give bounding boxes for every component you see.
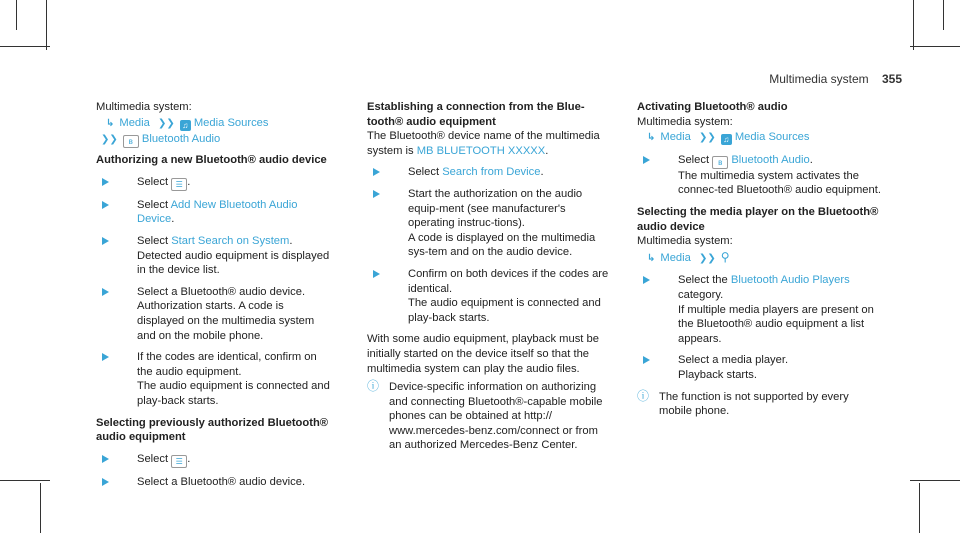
step bbox=[643, 273, 881, 346]
step-result: The multimedia system activates the connec-ted Bluetooth® audio equipment. bbox=[678, 169, 881, 197]
step bbox=[102, 234, 332, 278]
device-name: MB BLUETOOTH XXXXX bbox=[416, 144, 546, 157]
crop-mark bbox=[910, 46, 960, 47]
step-text: Start the authorization on the audio equip-ment (see manufacturer's operating instruc-tions). bbox=[408, 187, 583, 230]
crop-mark bbox=[913, 0, 914, 50]
path-media: Media bbox=[119, 116, 150, 129]
column-3 bbox=[637, 100, 881, 423]
step bbox=[643, 153, 881, 198]
intro-text: Multimedia system: bbox=[96, 101, 192, 113]
step-result: If multiple media players are present on the Bluetooth® audio equipment a list appears. bbox=[678, 303, 874, 345]
note-text: Device-specific information on authorizing and connecting Bluetooth®-capable mobile phones can be obtained at http:// www.mercedes-benz.com/connect or from an authorized Mercedes-Benz Center. bbox=[389, 381, 603, 452]
step-triangle-icon bbox=[373, 168, 394, 176]
step-end: category. bbox=[678, 288, 724, 301]
step: Select ☰ . bbox=[102, 452, 332, 468]
step-text: Select a media player. bbox=[678, 354, 789, 367]
step bbox=[102, 475, 332, 490]
path-media-sources: Media Sources bbox=[734, 131, 810, 144]
double-chevron-icon: ❯❯ bbox=[698, 132, 716, 144]
path-arrow-icon: ↳ bbox=[647, 132, 656, 144]
menu-path bbox=[637, 130, 881, 146]
heading-authorizing: Authorizing a new Bluetooth® audio device bbox=[96, 154, 327, 167]
heading-previously-authorized: Selecting previously authorized Bluetooth® audio equipment bbox=[96, 416, 329, 444]
step-end: . bbox=[809, 153, 813, 166]
step-triangle-icon bbox=[102, 455, 123, 463]
menu-list-icon: ☰ bbox=[171, 455, 187, 468]
step bbox=[373, 187, 611, 260]
path-media-sources: Media Sources bbox=[193, 116, 269, 129]
step-text: Select bbox=[137, 234, 169, 247]
info-icon: ⓘ bbox=[637, 388, 650, 403]
step-text: Select the bbox=[678, 274, 728, 287]
step-triangle-icon bbox=[102, 237, 123, 245]
step-text: Select bbox=[678, 153, 710, 166]
section-title: Multimedia system bbox=[769, 72, 869, 86]
media-sources-icon: ♫ bbox=[180, 120, 191, 131]
menu-path bbox=[96, 116, 332, 132]
menu-list-icon: ☰ bbox=[171, 178, 187, 191]
bluetooth-icon: ʙ bbox=[712, 156, 728, 169]
step-triangle-icon bbox=[102, 353, 123, 361]
path-media: Media bbox=[660, 131, 691, 144]
step bbox=[102, 350, 332, 408]
link-search-from-device: Search from Device bbox=[442, 166, 541, 179]
page-number: 355 bbox=[881, 72, 902, 86]
step-text: Select a Bluetooth® audio device. bbox=[137, 475, 306, 488]
path-arrow-icon: ↳ bbox=[647, 252, 656, 264]
link-start-search: Start Search on System bbox=[171, 234, 290, 247]
step-result: A code is displayed on the multimedia sys-tem and on the audio device. bbox=[408, 231, 596, 259]
step-triangle-icon bbox=[643, 276, 664, 284]
step-triangle-icon bbox=[643, 156, 664, 164]
heading-establishing: Establishing a connection from the Blue-tooth® audio equipment bbox=[367, 101, 585, 128]
intro-text: Multimedia system: bbox=[637, 115, 733, 128]
info-note bbox=[637, 390, 881, 419]
info-note bbox=[367, 380, 611, 453]
intro-text: Multimedia system: bbox=[637, 235, 733, 248]
step-end: . bbox=[289, 234, 293, 247]
step-triangle-icon bbox=[102, 288, 123, 296]
step-result: Playback starts. bbox=[678, 368, 757, 381]
step-text: Select bbox=[137, 175, 169, 188]
step-triangle-icon bbox=[102, 478, 123, 486]
note-text: The function is not supported by every mobile phone. bbox=[659, 390, 849, 418]
crop-mark bbox=[46, 0, 47, 50]
step-text: Select bbox=[137, 452, 169, 465]
path-media: Media bbox=[660, 251, 691, 264]
link-add-device: Add New Bluetooth Audio Device bbox=[137, 198, 298, 226]
step-triangle-icon bbox=[373, 270, 394, 278]
link-bluetooth-audio-players: Bluetooth Audio Players bbox=[730, 274, 850, 287]
step-text: Select bbox=[137, 198, 169, 211]
step bbox=[643, 353, 881, 382]
search-icon: ⚲ bbox=[720, 249, 730, 264]
crop-mark bbox=[943, 0, 944, 30]
crop-mark bbox=[0, 480, 50, 481]
step bbox=[102, 285, 332, 343]
step-result: Detected audio equipment is displayed in the device list. bbox=[137, 249, 330, 277]
step-text: Select bbox=[408, 166, 440, 179]
step-end: . bbox=[540, 166, 544, 179]
menu-path bbox=[637, 250, 881, 267]
crop-mark bbox=[919, 483, 920, 533]
heading-selecting-player: Selecting the media player on the Bluetooth® audio device bbox=[637, 205, 879, 233]
intro-text: The Bluetooth® device name of the multimedia system is MB BLUETOOTH XXXXX. bbox=[367, 130, 600, 157]
step-result: The audio equipment is connected and play-back starts. bbox=[137, 380, 330, 407]
step bbox=[373, 267, 611, 325]
intro-body: The Bluetooth® device name of the multimedia system is bbox=[367, 130, 600, 157]
crop-mark bbox=[910, 480, 960, 481]
step bbox=[373, 165, 611, 180]
media-sources-icon: ♫ bbox=[721, 134, 732, 145]
step-triangle-icon bbox=[373, 190, 394, 198]
step: Select ☰ . bbox=[102, 175, 332, 191]
bluetooth-icon: ʙ bbox=[123, 135, 139, 148]
step-triangle-icon bbox=[102, 201, 123, 209]
step-triangle-icon bbox=[643, 356, 664, 364]
column-2 bbox=[367, 100, 611, 457]
column-1 bbox=[96, 100, 332, 496]
link-bluetooth-audio: Bluetooth Audio bbox=[731, 153, 810, 166]
step-result: The audio equipment is connected and play-back starts. bbox=[408, 297, 601, 324]
step-result: Authorization starts. A code is displayed on the multimedia system and on the mobile phone. bbox=[137, 300, 315, 342]
crop-mark bbox=[0, 46, 50, 47]
paragraph: With some audio equipment, playback must be initially started on the device itself so that the multimedia system can play the audio files. bbox=[367, 333, 599, 375]
double-chevron-icon: ❯❯ bbox=[101, 134, 118, 146]
double-chevron-icon: ❯❯ bbox=[698, 252, 716, 264]
menu-path-2 bbox=[96, 132, 332, 148]
step-text: Confirm on both devices if the codes are identical. bbox=[408, 267, 609, 295]
crop-mark bbox=[16, 0, 17, 30]
path-arrow-icon: ↳ bbox=[106, 117, 115, 129]
path-bluetooth-audio: Bluetooth Audio bbox=[141, 133, 221, 146]
crop-mark bbox=[40, 483, 41, 533]
heading-activating: Activating Bluetooth® audio bbox=[637, 101, 788, 113]
step-end: . bbox=[171, 213, 175, 226]
step bbox=[102, 198, 332, 227]
double-chevron-icon: ❯❯ bbox=[157, 117, 175, 129]
step-text: Select a Bluetooth® audio device. bbox=[137, 285, 306, 298]
page-header bbox=[769, 72, 902, 86]
step-triangle-icon bbox=[102, 178, 123, 186]
info-icon: ⓘ bbox=[367, 379, 380, 394]
step-text: If the codes are identical, confirm on the audio equipment. bbox=[137, 351, 317, 378]
